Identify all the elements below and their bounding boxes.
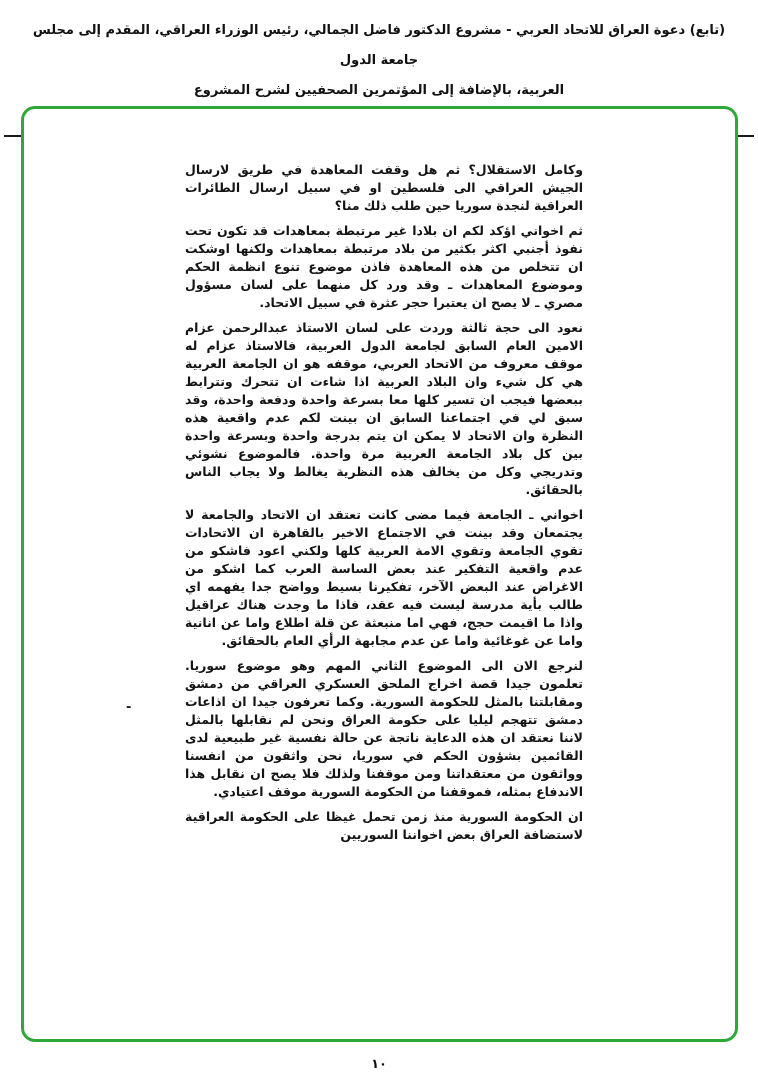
- paragraph-4: اخواني ـ الجامعة فيما مضى كانت تعتقد ان الاتحاد والجامعة لا يجتمعان وقد بينت في الاجتماع الاخير بالقاهرة ان الاتحادات تقوي الجامعة وتقوي الامة العربية كلها ولكني اعود فاشكو من عدم واقعية التفكير عند بعض الساسة العرب كما اشكو من الاغراض عند البعض الآخر، تفكيرنا بسيط وواضح جدا يفهمه اي طالب بأية مدرسة ليست فيه عقد، فاذا ما وجدت هناك عراقيل واذا ما اقيمت حجج، فهي اما منبعثة عن قلة اطلاع واما عن انانية واما عن غوغائية واما عن عدم مجابهة الرأي العام بالحقائق.: [185, 507, 583, 648]
- paragraph-6: ان الحكومة السورية منذ زمن تحمل غيظا على الحكومة العراقية لاستضافة العراق بعض اخواننا السوريين: [185, 809, 583, 842]
- content-border-box: [21, 106, 738, 1042]
- margin-stray-mark: -: [126, 700, 132, 715]
- paragraph-1: وكامل الاستقلال؟ ثم هل وقفت المعاهدة في طريق لارسال الجيش العراقي الى فلسطين او في سبيل ارسال الطائرات العراقية لنجدة سوريا حين طلب ذلك منا؟: [185, 162, 583, 213]
- header-title-line2: العربية، بالإضافة إلى المؤتمرين الصحفيين لشرح المشروع: [193, 83, 565, 98]
- header-title-line1: (تابع) دعوة العراق للاتحاد العربي - مشروع الدكتور فاضل الجمالي، رئيس الوزراء العراقي، المقدم إلى مجلس جامعة الدول: [32, 23, 726, 68]
- paragraph-2: ثم اخواني اؤكد لكم ان بلادا غير مرتبطة بمعاهدات قد تكون تحت نفوذ أجنبي اكثر بكثير من بلاد مرتبطة بمعاهدات ولكنها اوشكت ان تتخلص من هذه المعاهدة فاذن موضوع تنوع انظمة الحكم وموضوع المعاهدات ـ وقد ورد كل منهما على لسان مسؤول مصري ـ لا يصح ان يعتبرا حجر عثرة في سبيل الاتحاد.: [185, 223, 583, 310]
- body-text-column: [185, 161, 583, 844]
- paragraph-5: لنرجع الان الى الموضوع الثاني المهم وهو موضوع سوريا. تعلمون جيدا قصة اخراج الملحق العسكري العراقي من دمشق ومقابلتنا بالمثل للحكومة السورية. وكما تعرفون جيدا ان اذاعات دمشق تتهجم ليليا على حكومة العراق ونحن لم نقابلها بالمثل لاننا نعتقد ان هذه الدعاية ناتجة عن حالة نفسية غير طبيعية لدى القائمين بشؤون الحكم في سوريا، نحن واثقون من انفسنا وواثقون من معتقداتنا ومن موقفنا ولذلك فلا يصح ان نقابل هذا الاندفاع بمثله، فموقفنا من الحكومة السورية موقف اعتيادي.: [185, 658, 583, 799]
- page-footer: [0, 1053, 758, 1072]
- page-number: ١٠: [371, 1057, 387, 1072]
- paragraph-3: نعود الى حجة ثالثة وردت على لسان الاستاذ عبدالرحمن عزام الامين العام السابق لجامعة الدول العربية، فالاستاذ عزام له موقف معروف من الاتحاد العربي، موقفه هو ان الجامعة العربية هي كل شيء وان البلاد العربية اذا شاءت ان تتحرك وتترابط ببعضها فيجب ان تسير كلها معا بسرعة واحدة ودفعة واحدة، وقد سبق لي في اجتماعنا السابق ان بينت لكم عدم واقعية هذه النظرة وان الاتحاد لا يمكن ان يتم بدرجة واحدة وبسرعة واحدة بين كل بلاد الجامعة العربية مرة واحدة. فالموضوع نشوئي وتدريجي وكل من يخالف هذه النظرية يغالط ولا يجاب الناس بالحقائق.: [185, 320, 583, 497]
